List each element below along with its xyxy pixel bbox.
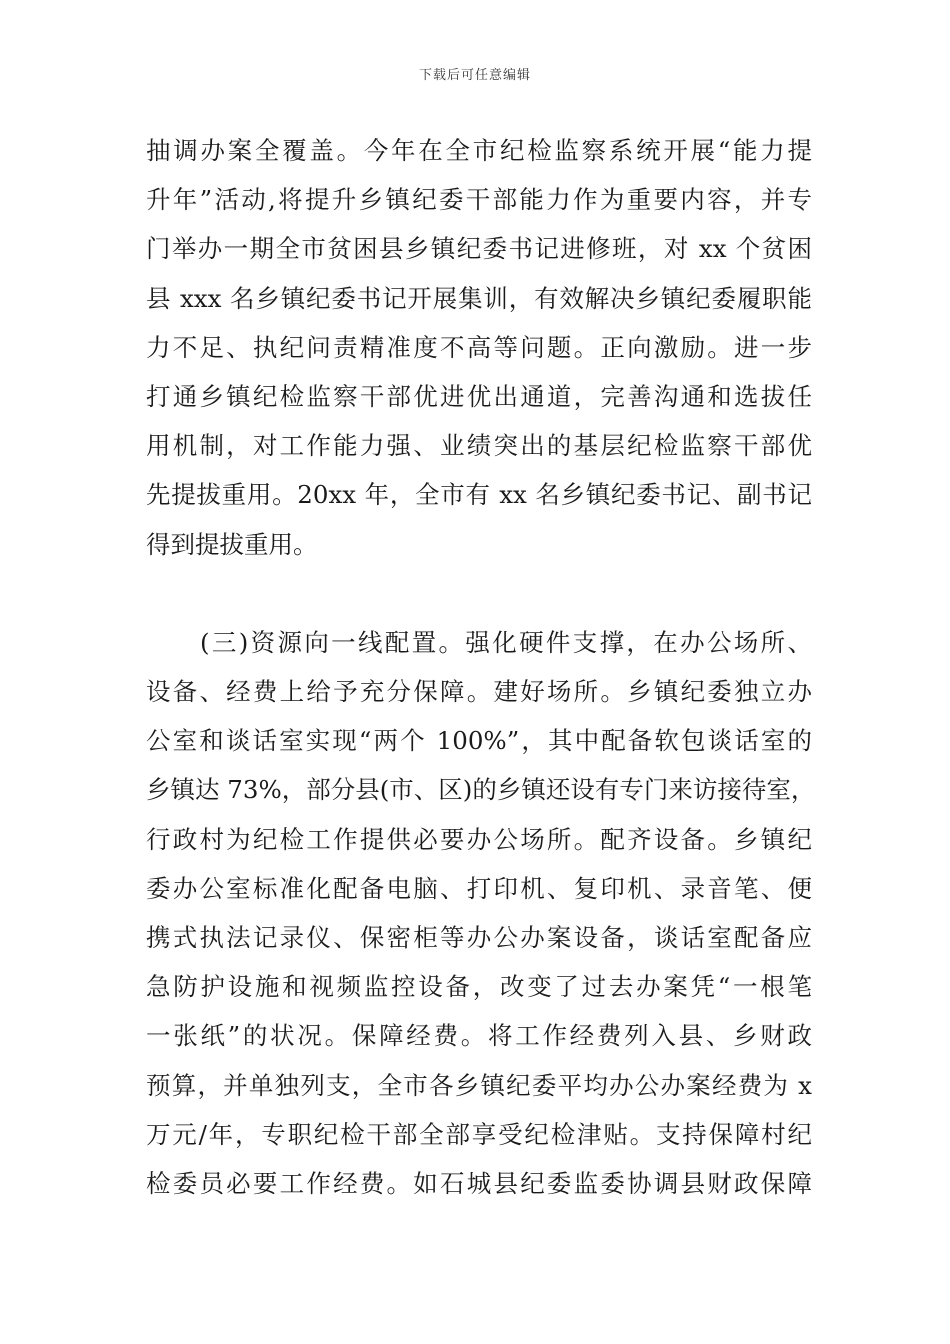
text-line: 公室和谈话室实现“两个 100%”，其中配备软包谈话室的 [146, 726, 812, 756]
text-line: 乡镇达 73%，部分县(市、区)的乡镇还设有专门来访接待室， [146, 775, 816, 805]
text-line: 携式执法记录仪、保密柜等办公办案设备，谈话室配备应 [146, 923, 812, 952]
text-line: 预算，并单独列支，全市各乡镇纪委平均办公办案经费为 x [146, 1070, 812, 1100]
text-line: (三)资源向一线配置。强化硬件支撑，在办公场所、 [200, 627, 812, 657]
text-line: 委办公室标准化配备电脑、打印机、复印机、录音笔、便 [146, 873, 812, 903]
text-line: 抽调办案全覆盖。今年在全市纪检监察系统开展“能力提 [146, 136, 812, 165]
document-body [146, 126, 816, 1208]
text-line: 检委员必要工作经费。如石城县纪委监委协调县财政保障 [146, 1168, 812, 1198]
text-line: 设备、经费上给予充分保障。建好场所。乡镇纪委独立办 [146, 677, 812, 707]
text-line: 行政村为纪检工作提供必要办公场所。配齐设备。乡镇纪 [146, 824, 812, 854]
text-line: 力不足、执纪问责精准度不高等问题。正向激励。进一步 [146, 332, 812, 362]
text-line: 得到提拔重用。 [146, 529, 318, 559]
text-line: 县 xxx 名乡镇纪委书记开展集训，有效解决乡镇纪委履职能 [146, 283, 812, 313]
text-line: 先提拔重用。20xx 年，全市有 xx 名乡镇纪委书记、副书记 [146, 480, 812, 510]
text-line: 打通乡镇纪检监察干部优进优出通道，完善沟通和选拔任 [146, 381, 812, 411]
paragraph-capability [146, 126, 812, 569]
page-header: 下载后可任意编辑 [418, 68, 531, 83]
paragraph-gap [146, 569, 812, 618]
paragraph-resources [146, 618, 816, 1208]
text-line: 一张纸”的状况。保障经费。将工作经费列入县、乡财政 [146, 1021, 812, 1051]
text-line: 升年”活动,将提升乡镇纪委干部能力作为重要内容，并专 [146, 185, 812, 215]
text-line: 急防护设施和视频监控设备，改变了过去办案凭“一根笔 [146, 972, 812, 1002]
text-line: 门举办一期全市贫困县乡镇纪委书记进修班，对 xx 个贫困 [146, 234, 812, 264]
text-line: 万元/年，专职纪检干部全部享受纪检津贴。支持保障村纪 [146, 1119, 812, 1149]
text-line: 用机制，对工作能力强、业绩突出的基层纪检监察干部优 [146, 431, 812, 461]
